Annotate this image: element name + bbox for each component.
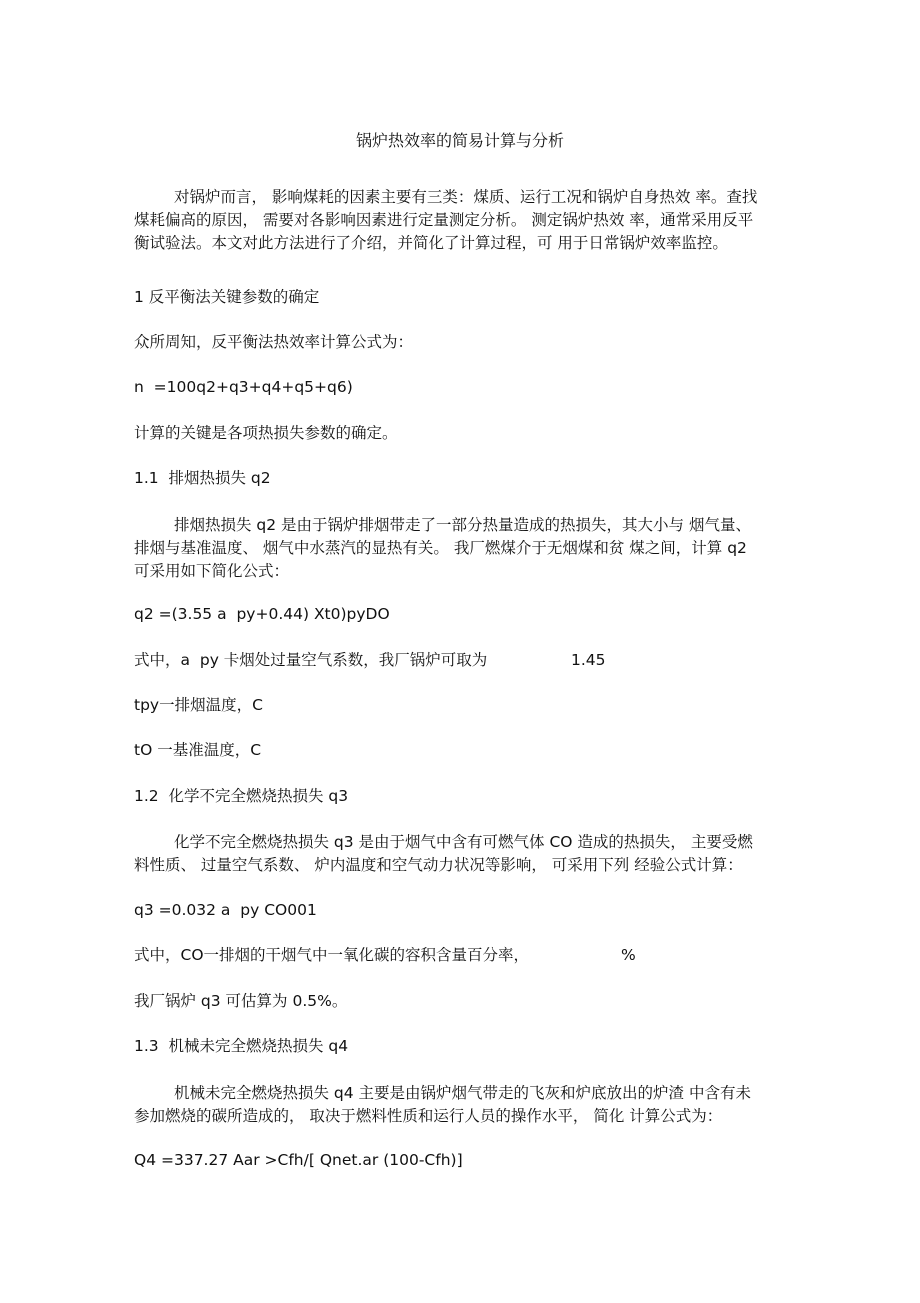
- intro-line: 煤耗偏高的原因， 需要对各影响因素进行定量测定分析。 测定锅炉热效 率，通常采用反平: [134, 211, 754, 229]
- q4-formula: Q4 =337.27 Aar >Cfh/[ Qnet.ar (100-Cfh)]: [134, 1151, 463, 1169]
- q4-line: 参加燃烧的碳所造成的， 取决于燃料性质和运行人员的操作水平， 简化 计算公式为：: [134, 1107, 723, 1125]
- q2-where: 式中，a py 卡烟处过量空气系数，我厂锅炉可取为: [134, 651, 488, 669]
- q3-estimate: 我厂锅炉 q3 可估算为 0.5%。: [134, 992, 348, 1010]
- q3-formula: q3 =0.032 a py CO001: [134, 901, 317, 919]
- key-sentence: 计算的关键是各项热损失参数的确定。: [134, 424, 398, 442]
- tpy-definition: tpy一排烟温度，C: [134, 696, 263, 714]
- q3-line: 化学不完全燃烧热损失 q3 是由于烟气中含有可燃气体 CO 造成的热损失， 主要受燃: [174, 833, 753, 851]
- q3-line: 料性质、 过量空气系数、 炉内温度和空气动力状况等影响， 可采用下列 经验公式计算：: [134, 856, 743, 874]
- formula-intro: 众所周知，反平衡法热效率计算公式为：: [134, 333, 414, 351]
- q3-description: [134, 831, 794, 877]
- q3-where: 式中，CO一排烟的干烟气中一氧化碳的容积含量百分率，: [134, 946, 530, 964]
- t0-definition: tO 一基准温度，C: [134, 741, 262, 759]
- intro-paragraph: [134, 186, 794, 255]
- section-heading-1-1: 1.1 排烟热损失 q2: [134, 469, 271, 487]
- q4-description: [134, 1082, 794, 1128]
- q2-where-value: 1.45: [571, 651, 606, 669]
- page-title: 锅炉热效率的简易计算与分析: [355, 131, 564, 150]
- section-heading-1-3: 1.3 机械未完全燃烧热损失 q4: [134, 1037, 349, 1055]
- q2-description: [134, 514, 794, 583]
- section-heading-1-2: 1.2 化学不完全燃烧热损失 q3: [134, 787, 349, 805]
- efficiency-formula: n =100q2+q3+q4+q5+q6): [134, 378, 353, 396]
- section-heading-1: 1 反平衡法关键参数的确定: [134, 288, 320, 306]
- q2-line: 可采用如下简化公式：: [134, 562, 290, 580]
- q3-where-unit: %: [621, 946, 636, 964]
- q2-line: 排烟热损失 q2 是由于锅炉排烟带走了一部分热量造成的热损失，其大小与 烟气量、: [174, 516, 751, 534]
- q2-line: 排烟与基准温度、 烟气中水蒸汽的显热有关。 我厂燃煤介于无烟煤和贫 煤之间，计算 q2: [134, 539, 747, 557]
- q2-formula: q2 =(3.55 a py+0.44) Xt0)pyDO: [134, 605, 390, 623]
- q4-line: 机械未完全燃烧热损失 q4 主要是由锅炉烟气带走的飞灰和炉底放出的炉渣 中含有未: [174, 1084, 751, 1102]
- intro-line: 衡试验法。本文对此方法进行了介绍，并简化了计算过程，可 用于日常锅炉效率监控。: [134, 234, 728, 252]
- intro-line: 对锅炉而言， 影响煤耗的因素主要有三类：煤质、运行工况和锅炉自身热效 率。查找: [174, 188, 758, 206]
